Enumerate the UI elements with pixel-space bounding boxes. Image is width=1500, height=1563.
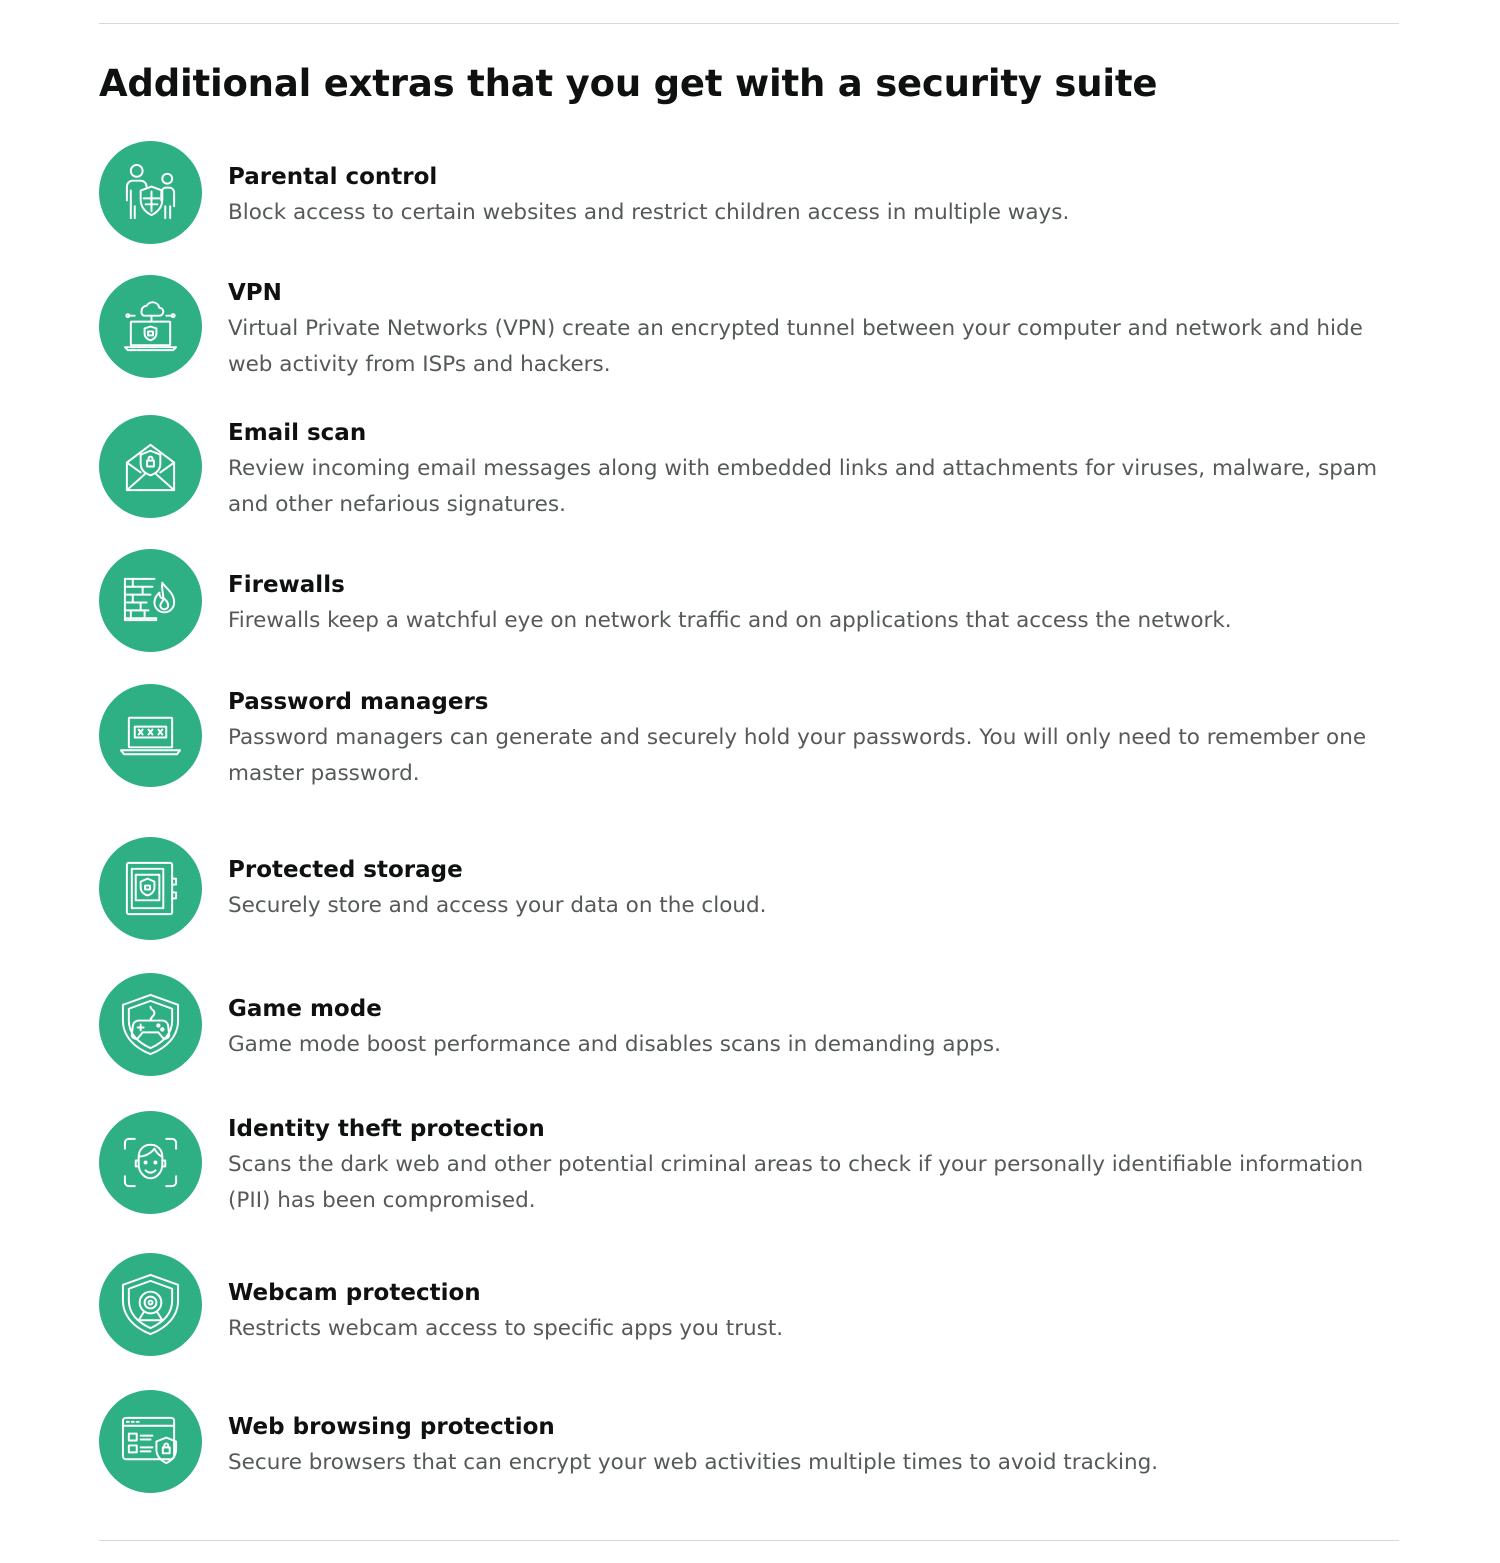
feature-icon-badge [99, 1111, 202, 1214]
feature-text [228, 852, 1388, 924]
webcam-shield-icon [119, 1273, 182, 1336]
feature-icon-badge [99, 275, 202, 378]
feature-title: Firewalls [228, 572, 345, 598]
feature-description: Securely store and access your data on the cloud. [228, 893, 767, 918]
feature-description: Review incoming email messages along with embedded links and attachments for viruses, malware, spam and other nefarious signatures. [228, 456, 1378, 517]
firewall-icon [119, 569, 182, 632]
feature-text [228, 991, 1388, 1063]
feature-text [228, 1111, 1388, 1219]
feature-icon-badge [99, 1390, 202, 1493]
feature-title: Email scan [228, 420, 367, 446]
feature-text [228, 1275, 1388, 1347]
feature-title: Parental control [228, 164, 438, 190]
gamepad-shield-icon [119, 993, 182, 1056]
feature-text [228, 684, 1388, 792]
feature-description: Virtual Private Networks (VPN) create an encrypted tunnel between your computer and network and hide web activity from ISPs and hackers. [228, 316, 1363, 377]
feature-description: Game mode boost performance and disables scans in demanding apps. [228, 1032, 1001, 1057]
page-title: Additional extras that you get with a security suite [99, 62, 1158, 105]
password-laptop-icon [119, 704, 182, 767]
feature-icon-badge [99, 973, 202, 1076]
bottom-divider [99, 1540, 1399, 1541]
feature-title: Password managers [228, 689, 489, 715]
feature-icon-badge [99, 684, 202, 787]
top-divider [99, 23, 1399, 24]
safe-storage-icon [119, 857, 182, 920]
feature-description: Block access to certain websites and restrict children access in multiple ways. [228, 200, 1070, 225]
feature-title: Webcam protection [228, 1280, 481, 1306]
feature-description: Restricts webcam access to specific apps you trust. [228, 1316, 784, 1341]
feature-description: Secure browsers that can encrypt your web activities multiple times to avoid tracking. [228, 1450, 1159, 1475]
face-scan-icon [119, 1131, 182, 1194]
browser-lock-icon [119, 1410, 182, 1473]
parental-control-icon [119, 161, 182, 224]
feature-icon-badge [99, 1253, 202, 1356]
feature-title: VPN [228, 280, 282, 306]
vpn-laptop-cloud-icon [119, 295, 182, 358]
feature-description: Scans the dark web and other potential criminal areas to check if your personally identifiable information (PII) has been compromised. [228, 1152, 1364, 1213]
feature-title: Identity theft protection [228, 1116, 545, 1142]
feature-description: Firewalls keep a watchful eye on network traffic and on applications that access the network. [228, 608, 1232, 633]
feature-text [228, 415, 1388, 523]
email-shield-icon [119, 435, 182, 498]
feature-description: Password managers can generate and securely hold your passwords. You will only need to remember one master password. [228, 725, 1367, 786]
feature-title: Game mode [228, 996, 382, 1022]
feature-text [228, 567, 1388, 639]
feature-text [228, 159, 1388, 231]
feature-icon-badge [99, 415, 202, 518]
feature-title: Web browsing protection [228, 1414, 555, 1440]
feature-icon-badge [99, 549, 202, 652]
feature-icon-badge [99, 141, 202, 244]
feature-text [228, 275, 1388, 383]
feature-title: Protected storage [228, 857, 463, 883]
feature-icon-badge [99, 837, 202, 940]
feature-text [228, 1409, 1388, 1481]
